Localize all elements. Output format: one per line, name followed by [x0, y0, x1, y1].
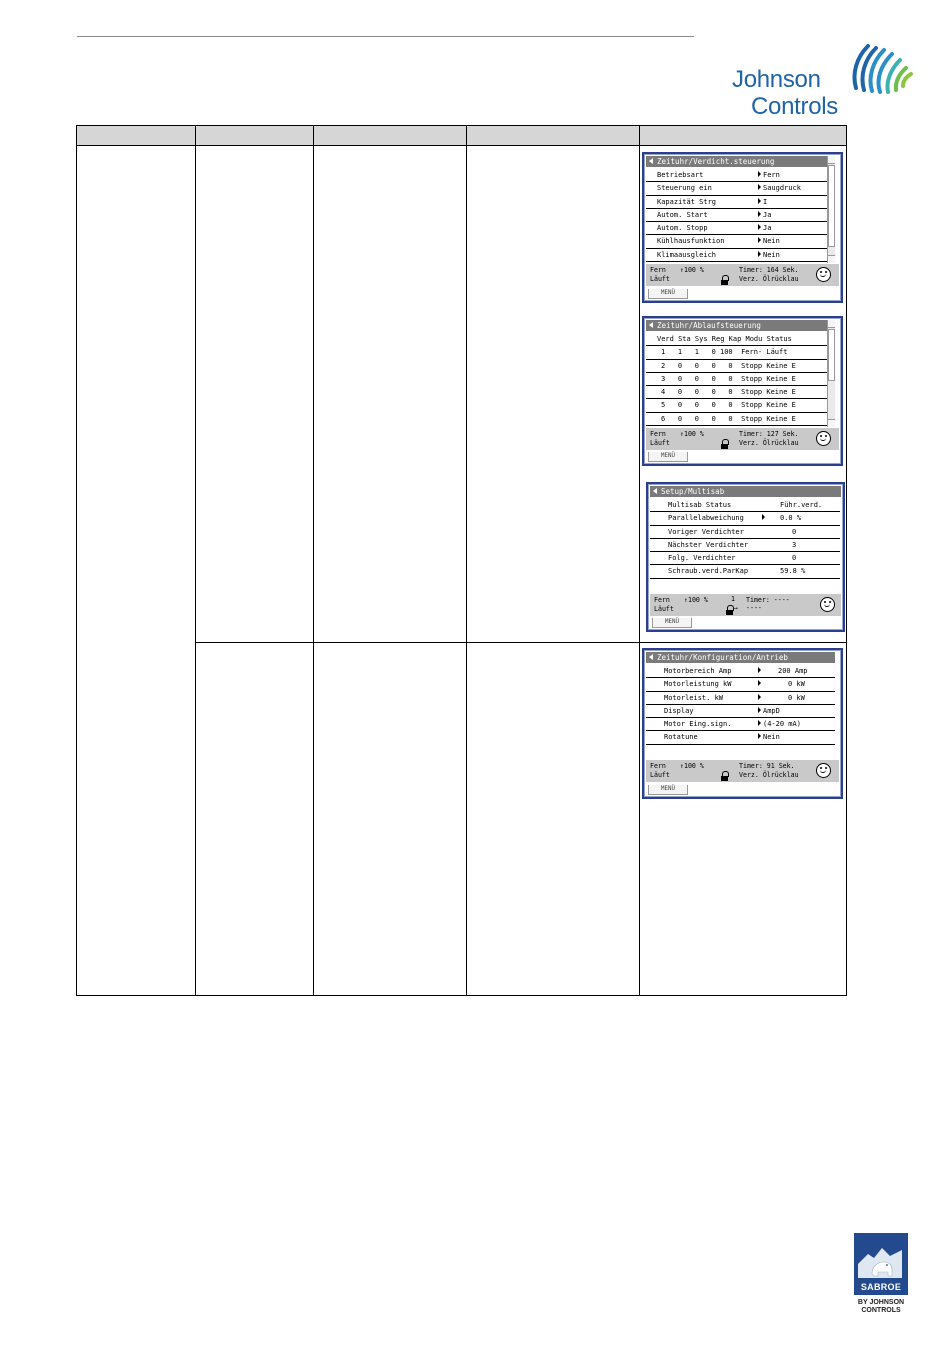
table-row[interactable]: [646, 373, 828, 386]
row-label: Rotatune: [664, 733, 698, 742]
screen-ablaufsteuerung: [642, 316, 843, 466]
lock-number: 1: [731, 595, 735, 603]
list-item[interactable]: [650, 539, 840, 552]
status-bar: [646, 264, 839, 286]
status-state: Läuft: [650, 771, 670, 779]
back-arrow-icon[interactable]: [649, 654, 653, 660]
list-item[interactable]: [646, 235, 828, 248]
value-arrow-icon: [758, 211, 761, 217]
back-arrow-icon[interactable]: [649, 158, 653, 164]
smiley-icon: [816, 431, 831, 446]
screen-konfiguration-antrieb: [642, 648, 843, 799]
row-value: Nein: [763, 733, 780, 742]
value-arrow-icon: [758, 667, 761, 673]
byline-1: BY JOHNSON: [857, 1299, 905, 1306]
capacity-readout: ↑100 %: [680, 430, 704, 438]
list-item[interactable]: [646, 249, 828, 262]
row-value: Ja: [763, 210, 772, 219]
scrollbar[interactable]: [827, 320, 835, 427]
screen-title-bar: [650, 486, 841, 497]
capacity-readout: ↑100 %: [680, 762, 704, 770]
table-row-text: 1 1 1 0 100 Fern- Läuft: [661, 348, 788, 357]
list-item[interactable]: [646, 692, 835, 705]
status-percent: 100 %: [683, 266, 704, 274]
status-mode: Fern: [650, 266, 666, 274]
scroll-thumb[interactable]: [828, 165, 835, 247]
list-item[interactable]: [650, 526, 840, 539]
list-item[interactable]: [650, 512, 840, 525]
header-rule: [77, 36, 694, 37]
table-row-text: 4 0 0 0 0 Stopp Keine E: [661, 388, 796, 397]
row-label: Display: [664, 706, 694, 715]
menu-button[interactable]: MENÜ: [652, 618, 692, 628]
row-value: Fern: [763, 171, 780, 179]
list-item[interactable]: [650, 552, 840, 565]
scroll-down-icon[interactable]: [828, 255, 835, 263]
row-label: Kühlhausfunktion: [657, 237, 725, 246]
value-arrow-icon: [758, 694, 761, 700]
sabroe-byline: [845, 1299, 917, 1315]
row-label: Parallelabweichung: [668, 514, 744, 523]
column-divider: [195, 126, 196, 995]
status-state: Läuft: [650, 439, 670, 447]
lock-icon: [727, 605, 734, 611]
status-bar: [650, 594, 841, 616]
status-mode: Fern: [650, 430, 666, 438]
row-label: Multisab Status: [668, 501, 732, 509]
row-value: 3: [792, 540, 797, 549]
menu-button[interactable]: MENÜ: [648, 452, 688, 462]
row-value: 0: [792, 527, 797, 536]
smiley-icon: [816, 763, 831, 778]
settings-list: [646, 169, 828, 262]
sabroe-wordmark: SABROE: [860, 1282, 902, 1292]
list-item[interactable]: [646, 222, 828, 235]
row-value: (4-20 mA): [763, 720, 801, 729]
status-timer: Timer: 164 Sek.: [739, 266, 799, 274]
lock-icon: [722, 439, 729, 445]
row-label: Betriebsart: [657, 171, 704, 179]
screen-title-bar: [646, 320, 829, 331]
row-value: 0: [792, 554, 797, 563]
row-value: 0 kW: [788, 680, 805, 689]
value-arrow-icon: [758, 184, 761, 190]
row-label: Schraub.verd.ParKap: [668, 567, 749, 576]
screen-title: Setup/Multisab: [661, 487, 725, 496]
row-label: Klimaausgleich: [657, 250, 717, 259]
logo-text-controls: Controls: [751, 93, 838, 120]
row-value: 59.8 %: [780, 567, 806, 576]
settings-list: [650, 499, 840, 579]
lock-icon: [722, 275, 729, 281]
screen-title: Zeituhr/Verdicht.steuerung: [657, 157, 775, 166]
screen-title: Zeituhr/Ablaufsteuerung: [657, 321, 761, 330]
arrow-icon: →: [734, 604, 738, 612]
status-bar: [646, 760, 839, 782]
row-value: Ja: [763, 224, 772, 233]
row-label: Motorbereich Amp: [664, 667, 732, 675]
row-value: 0.0 %: [780, 514, 802, 523]
value-arrow-icon: [758, 707, 761, 713]
status-delay: Verz. Ölrücklau: [739, 275, 799, 283]
list-item[interactable]: [646, 169, 828, 182]
table-row[interactable]: [646, 346, 828, 359]
status-timer: Timer: ----: [746, 596, 790, 604]
status-state: Läuft: [654, 605, 674, 613]
row-value: Nein: [763, 250, 780, 259]
status-bar: [646, 428, 839, 450]
list-item[interactable]: [646, 196, 828, 209]
scroll-down-icon[interactable]: [828, 419, 835, 427]
value-arrow-icon: [758, 171, 761, 177]
value-arrow-icon: [762, 514, 765, 520]
status-delay: Verz. Ölrücklau: [739, 439, 799, 447]
status-timer: Timer: 127 Sek.: [739, 430, 799, 438]
logo-text-johnson: Johnson: [732, 66, 821, 93]
screen-multisab: [646, 482, 845, 632]
row-label: Folg. Verdichter: [668, 554, 736, 563]
table-row-text: 5 0 0 0 0 Stopp Keine E: [661, 401, 796, 410]
row-value: Führ.verd.: [780, 501, 823, 509]
value-arrow-icon: [758, 720, 761, 726]
menu-button[interactable]: MENÜ: [648, 785, 688, 795]
row-value: 0 kW: [788, 693, 805, 702]
row-value: 200 Amp: [778, 667, 808, 675]
row-value: Saugdruck: [763, 184, 801, 193]
status-percent: 100 %: [687, 596, 708, 604]
smiley-icon: [816, 267, 831, 282]
status-state: Läuft: [650, 275, 670, 283]
capacity-readout: ↑100 %: [680, 266, 704, 274]
row-value: Nein: [763, 237, 780, 246]
table-columns: Verd Sta Sys Reg Kap Modu Status: [657, 335, 792, 343]
screen-verdicht-steuerung: [642, 152, 843, 303]
johnson-controls-mark-icon: [848, 38, 914, 98]
polar-bear-icon: [858, 1244, 902, 1278]
row-value: I: [763, 197, 768, 206]
column-divider: [639, 126, 640, 995]
value-arrow-icon: [758, 237, 761, 243]
list-item[interactable]: [646, 731, 835, 744]
status-mode: Fern: [654, 596, 670, 604]
status-delay: Verz. Ölrücklau: [739, 771, 799, 779]
value-arrow-icon: [758, 680, 761, 686]
value-arrow-icon: [758, 733, 761, 739]
status-delay: ----: [746, 604, 762, 612]
table-row[interactable]: [646, 386, 828, 399]
sequence-table: [646, 333, 828, 426]
johnson-controls-logo: [730, 38, 915, 123]
row-label: Voriger Verdichter: [668, 527, 744, 536]
screen-title-bar: [646, 652, 835, 663]
smiley-icon: [820, 597, 835, 612]
row-label: Motor Eing.sign.: [664, 720, 732, 729]
status-percent: 100 %: [683, 430, 704, 438]
screen-title-bar: [646, 156, 829, 167]
list-item[interactable]: [646, 705, 835, 718]
status-timer: Timer: 91 Sek.: [739, 762, 795, 770]
column-divider: [313, 126, 314, 995]
settings-list: [646, 665, 835, 745]
table-row-text: 2 0 0 0 0 Stopp Keine E: [661, 361, 796, 370]
list-item[interactable]: [646, 678, 835, 691]
row-label: Motorleist. kW: [664, 693, 724, 702]
back-arrow-icon[interactable]: [653, 488, 657, 494]
value-arrow-icon: [758, 198, 761, 204]
list-item[interactable]: [646, 182, 828, 195]
value-arrow-icon: [758, 251, 761, 257]
row-label: Kapazität Strg: [657, 197, 717, 206]
byline-2: CONTROLS: [861, 1307, 901, 1314]
row-divider: [195, 642, 847, 643]
list-item[interactable]: [650, 499, 840, 512]
scroll-thumb[interactable]: [828, 329, 835, 381]
status-mode: Fern: [650, 762, 666, 770]
table-row[interactable]: [646, 413, 828, 426]
table-row-text: 3 0 0 0 0 Stopp Keine E: [661, 374, 796, 383]
row-label: Autom. Start: [657, 210, 708, 219]
table-header: [646, 333, 828, 346]
list-item[interactable]: [650, 565, 840, 578]
list-item[interactable]: [646, 665, 835, 678]
table-row-text: 6 0 0 0 0 Stopp Keine E: [661, 414, 796, 423]
row-label: Motorleistung kW: [664, 680, 732, 689]
scroll-up-icon[interactable]: [828, 320, 835, 328]
row-label: Nächster Verdichter: [668, 540, 749, 549]
screen-title: Zeituhr/Konfiguration/Antrieb: [657, 653, 788, 662]
lock-icon: [722, 771, 729, 777]
back-arrow-icon[interactable]: [649, 322, 653, 328]
menu-button[interactable]: MENÜ: [648, 289, 688, 299]
table-row[interactable]: [646, 399, 828, 412]
value-arrow-icon: [758, 224, 761, 230]
table-row[interactable]: [646, 360, 828, 373]
scrollbar[interactable]: [827, 156, 835, 263]
row-label: Steuerung ein: [657, 184, 712, 193]
scroll-up-icon[interactable]: [828, 156, 835, 164]
row-label: Autom. Stopp: [657, 224, 708, 233]
table-header-row: [77, 126, 846, 146]
list-item[interactable]: [646, 209, 828, 222]
list-item[interactable]: [646, 718, 835, 731]
column-divider: [466, 126, 467, 995]
row-value: AmpD: [763, 706, 780, 715]
capacity-readout: ↑100 %: [684, 596, 708, 604]
status-percent: 100 %: [683, 762, 704, 770]
